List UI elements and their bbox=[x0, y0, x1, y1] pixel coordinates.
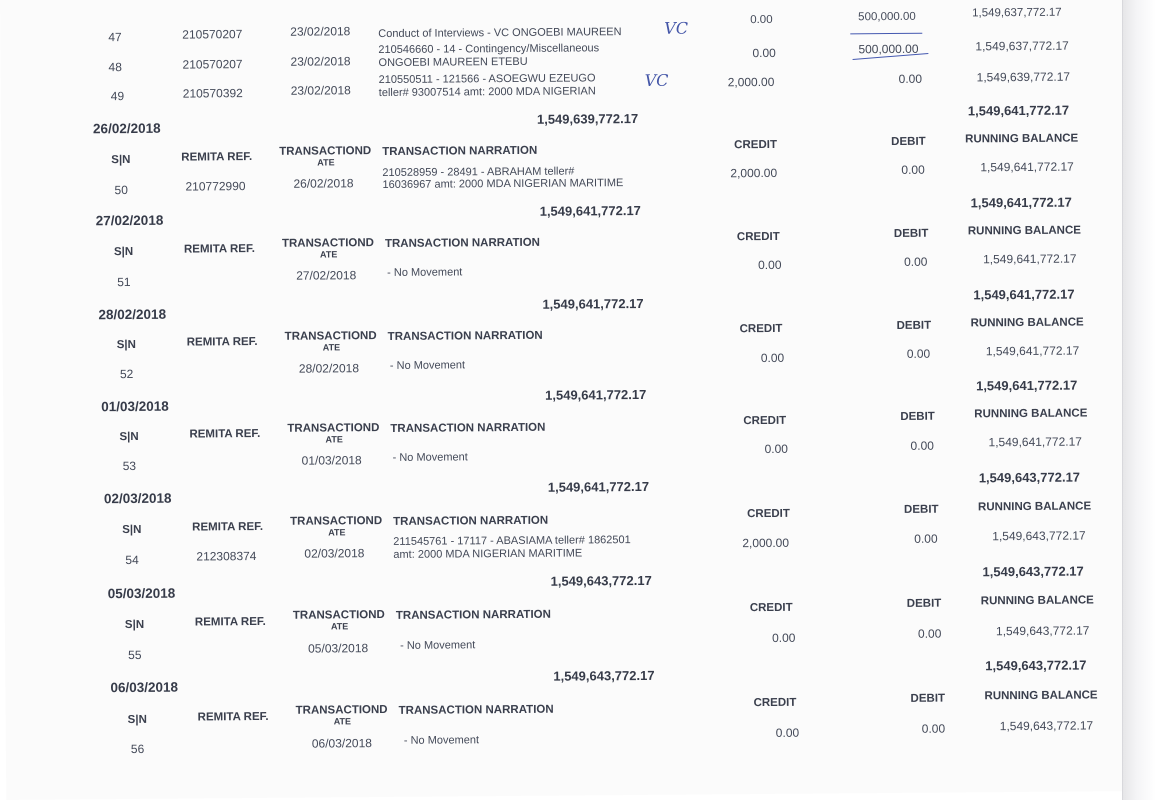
header-transaction-date-2: ATE bbox=[319, 249, 338, 260]
row-narration-line1: 211545761 - 17117 - ABASIAMA teller# 1862501 bbox=[393, 534, 631, 548]
section-date: 05/03/2018 bbox=[107, 585, 176, 602]
header-running-balance: RUNNING BALANCE bbox=[980, 594, 1094, 608]
row-credit: 0.00 bbox=[764, 441, 788, 457]
row-date: 01/03/2018 bbox=[301, 453, 362, 468]
header-remita-ref: REMITA REF. bbox=[194, 615, 266, 629]
header-narration: TRANSACTION NARRATION bbox=[393, 514, 549, 528]
row-credit: 0.00 bbox=[775, 725, 800, 740]
row-date: 26/02/2018 bbox=[293, 176, 354, 191]
handwritten-vc-mark: VC bbox=[644, 70, 669, 90]
header-running-balance: RUNNING BALANCE bbox=[967, 224, 1081, 238]
row-credit: 2,000.00 bbox=[742, 535, 790, 551]
header-transaction-date: TRANSACTIOND bbox=[281, 237, 374, 250]
opening-balance: 1,549,643,772.17 bbox=[553, 667, 655, 684]
row-sn: 50 bbox=[114, 183, 128, 198]
row-debit: 0.00 bbox=[904, 254, 928, 269]
header-debit: DEBIT bbox=[906, 597, 942, 610]
handwritten-vc-mark: VC bbox=[664, 18, 689, 38]
row-date: 27/02/2018 bbox=[296, 268, 357, 283]
page-edge bbox=[1122, 0, 1155, 800]
pen-underline bbox=[850, 33, 922, 35]
header-transaction-date: TRANSACTIOND bbox=[292, 608, 385, 622]
row-credit: 0.00 bbox=[758, 257, 782, 273]
closing-balance: 1,549,641,772.17 bbox=[970, 194, 1072, 211]
header-transaction-date: TRANSACTIOND bbox=[295, 703, 388, 717]
row-debit: 500,000.00 bbox=[858, 41, 919, 57]
header-running-balance: RUNNING BALANCE bbox=[965, 132, 1079, 146]
header-running-balance: RUNNING BALANCE bbox=[974, 407, 1088, 421]
row-narration: - No Movement bbox=[392, 451, 468, 464]
row-credit: 0.00 bbox=[771, 630, 796, 645]
header-remita-ref: REMITA REF. bbox=[192, 520, 264, 534]
section-date: 26/02/2018 bbox=[92, 120, 161, 137]
row-running-balance: 1,549,641,772.17 bbox=[985, 343, 1080, 359]
header-credit: CREDIT bbox=[749, 601, 793, 615]
header-debit: DEBIT bbox=[896, 319, 932, 332]
header-sn: S|N bbox=[111, 153, 131, 167]
row-running-balance: 1,549,643,772.17 bbox=[992, 528, 1086, 544]
header-narration: TRANSACTION NARRATION bbox=[387, 329, 543, 343]
row-debit: 0.00 bbox=[906, 346, 931, 361]
closing-balance: 1,549,641,772.17 bbox=[976, 377, 1078, 394]
header-remita-ref: REMITA REF. bbox=[189, 427, 261, 441]
row-narration-line1: 210528959 - 28491 - ABRAHAM teller# bbox=[382, 165, 575, 180]
header-remita-ref: REMITA REF. bbox=[183, 243, 255, 256]
row-running-balance: 1,549,637,772.17 bbox=[975, 38, 1069, 54]
section-date: 02/03/2018 bbox=[103, 490, 172, 507]
row-remita-ref: 210570207 bbox=[182, 57, 243, 72]
row-date: 02/03/2018 bbox=[304, 546, 365, 561]
header-narration: TRANSACTION NARRATION bbox=[384, 236, 541, 250]
section-date: 01/03/2018 bbox=[101, 398, 169, 415]
row-sn: 52 bbox=[119, 366, 134, 382]
row-narration: - No Movement bbox=[403, 734, 480, 747]
header-debit: DEBIT bbox=[910, 692, 946, 705]
header-credit: CREDIT bbox=[734, 138, 778, 152]
header-debit: DEBIT bbox=[891, 135, 926, 149]
row-debit: 0.00 bbox=[898, 71, 923, 86]
header-transaction-date: TRANSACTIOND bbox=[279, 145, 372, 158]
row-credit: 2,000.00 bbox=[730, 165, 778, 181]
row-narration-line2: 16036967 amt: 2000 MDA NIGERIAN MARITIME bbox=[382, 177, 624, 192]
opening-balance: 1,549,641,772.17 bbox=[539, 202, 641, 219]
row-date: 23/02/2018 bbox=[290, 24, 351, 39]
header-remita-ref: REMITA REF. bbox=[186, 335, 258, 349]
row-date: 05/03/2018 bbox=[308, 641, 369, 656]
closing-balance: 1,549,643,772.17 bbox=[985, 657, 1087, 674]
header-debit: DEBIT bbox=[893, 227, 929, 240]
header-sn: S|N bbox=[122, 523, 142, 537]
header-transaction-date: TRANSACTIOND bbox=[290, 515, 383, 528]
header-transaction-date: TRANSACTIOND bbox=[287, 422, 380, 435]
header-sn: S|N bbox=[127, 713, 147, 727]
row-sn: 53 bbox=[122, 458, 137, 474]
row-running-balance: 1,549,643,772.17 bbox=[995, 623, 1090, 639]
row-narration-line1: 210550511 - 121566 - ASOEGWU EZEUGO bbox=[378, 72, 596, 87]
row-running-balance: 1,549,641,772.17 bbox=[983, 251, 1077, 267]
row-narration: - No Movement bbox=[387, 266, 463, 279]
header-credit: CREDIT bbox=[753, 696, 797, 710]
opening-balance: 1,549,641,772.17 bbox=[542, 295, 644, 312]
header-debit: DEBIT bbox=[900, 410, 935, 423]
row-debit: 0.00 bbox=[910, 438, 934, 453]
row-sn: 55 bbox=[128, 647, 142, 663]
header-transaction-date-2: ATE bbox=[330, 621, 349, 632]
section-date: 06/03/2018 bbox=[110, 679, 179, 696]
row-debit: 500,000.00 bbox=[858, 10, 916, 24]
row-date: 23/02/2018 bbox=[290, 54, 351, 69]
row-debit: 0.00 bbox=[921, 721, 946, 736]
header-running-balance: RUNNING BALANCE bbox=[970, 316, 1084, 330]
header-sn: S|N bbox=[116, 338, 136, 352]
section-date: 28/02/2018 bbox=[98, 306, 167, 323]
row-credit: 0.00 bbox=[752, 45, 776, 61]
row-narration-line2: teller# 93007514 amt: 2000 MDA NIGERIAN bbox=[378, 85, 596, 100]
row-sn: 47 bbox=[108, 30, 122, 45]
row-narration: Conduct of Interviews - VC ONGOEBI MAUREEN bbox=[378, 26, 622, 41]
row-remita-ref: 210570392 bbox=[182, 86, 243, 101]
row-credit: 0.00 bbox=[750, 13, 773, 27]
row-narration-line1: 210546660 - 14 - Contingency/Miscellaneous bbox=[378, 42, 600, 57]
closing-balance: 1,549,641,772.17 bbox=[967, 102, 1070, 119]
row-sn: 48 bbox=[108, 60, 122, 75]
row-date: 23/02/2018 bbox=[290, 83, 351, 98]
header-sn: S|N bbox=[113, 245, 134, 259]
row-narration: - No Movement bbox=[389, 359, 466, 372]
opening-balance: 1,549,643,772.17 bbox=[550, 572, 652, 589]
header-credit: CREDIT bbox=[739, 322, 783, 336]
row-running-balance: 1,549,641,772.17 bbox=[980, 159, 1074, 175]
row-running-balance: 1,549,637,772.17 bbox=[972, 6, 1062, 20]
row-narration-line2: amt: 2000 MDA NIGERIAN MARITIME bbox=[393, 547, 583, 561]
row-remita-ref: 210772990 bbox=[185, 179, 246, 194]
closing-balance: 1,549,643,772.17 bbox=[982, 563, 1084, 580]
header-credit: CREDIT bbox=[743, 414, 787, 428]
header-sn: S|N bbox=[124, 618, 145, 632]
header-transaction-date-2: ATE bbox=[317, 157, 335, 168]
row-date: 06/03/2018 bbox=[311, 736, 372, 751]
header-sn: S|N bbox=[119, 430, 139, 444]
opening-balance: 1,549,641,772.17 bbox=[545, 386, 647, 403]
row-running-balance: 1,549,639,772.17 bbox=[976, 69, 1071, 85]
header-credit: CREDIT bbox=[747, 507, 790, 521]
header-transaction-date: TRANSACTIOND bbox=[284, 330, 377, 343]
row-narration: - No Movement bbox=[400, 639, 476, 652]
header-transaction-date-2: ATE bbox=[322, 342, 341, 353]
header-narration: TRANSACTION NARRATION bbox=[398, 703, 554, 717]
row-remita-ref: 210570207 bbox=[182, 27, 243, 42]
row-sn: 54 bbox=[125, 552, 139, 568]
opening-balance: 1,549,639,772.17 bbox=[536, 110, 639, 127]
closing-balance: 1,549,641,772.17 bbox=[973, 286, 1075, 303]
header-running-balance: RUNNING BALANCE bbox=[984, 689, 1098, 703]
header-remita-ref: REMITA REF. bbox=[181, 151, 253, 164]
header-credit: CREDIT bbox=[736, 230, 780, 244]
header-narration: TRANSACTION NARRATION bbox=[382, 144, 538, 159]
header-remita-ref: REMITA REF. bbox=[197, 710, 269, 724]
row-credit: 0.00 bbox=[760, 350, 785, 366]
header-debit: DEBIT bbox=[903, 503, 939, 516]
row-running-balance: 1,549,641,772.17 bbox=[988, 434, 1082, 450]
section-date: 27/02/2018 bbox=[95, 212, 164, 229]
row-debit: 0.00 bbox=[917, 626, 942, 641]
closing-balance: 1,549,643,772.17 bbox=[978, 469, 1081, 486]
header-running-balance: RUNNING BALANCE bbox=[977, 500, 1092, 514]
row-credit: 2,000.00 bbox=[727, 74, 775, 90]
header-transaction-date-2: ATE bbox=[333, 716, 352, 727]
header-transaction-date-2: ATE bbox=[328, 527, 346, 538]
row-sn: 49 bbox=[110, 89, 125, 104]
header-narration: TRANSACTION NARRATION bbox=[390, 421, 546, 435]
row-sn: 56 bbox=[130, 741, 145, 756]
row-sn: 51 bbox=[117, 274, 131, 290]
row-debit: 0.00 bbox=[914, 531, 938, 546]
row-running-balance: 1,549,643,772.17 bbox=[999, 718, 1094, 734]
row-narration-line2: ONGOEBI MAUREEN ETEBU bbox=[378, 55, 528, 70]
opening-balance: 1,549,641,772.17 bbox=[547, 478, 650, 495]
header-narration: TRANSACTION NARRATION bbox=[395, 608, 551, 622]
row-date: 28/02/2018 bbox=[298, 361, 360, 376]
row-debit: 0.00 bbox=[901, 162, 925, 177]
header-transaction-date-2: ATE bbox=[325, 434, 343, 445]
row-remita-ref: 212308374 bbox=[196, 549, 257, 564]
